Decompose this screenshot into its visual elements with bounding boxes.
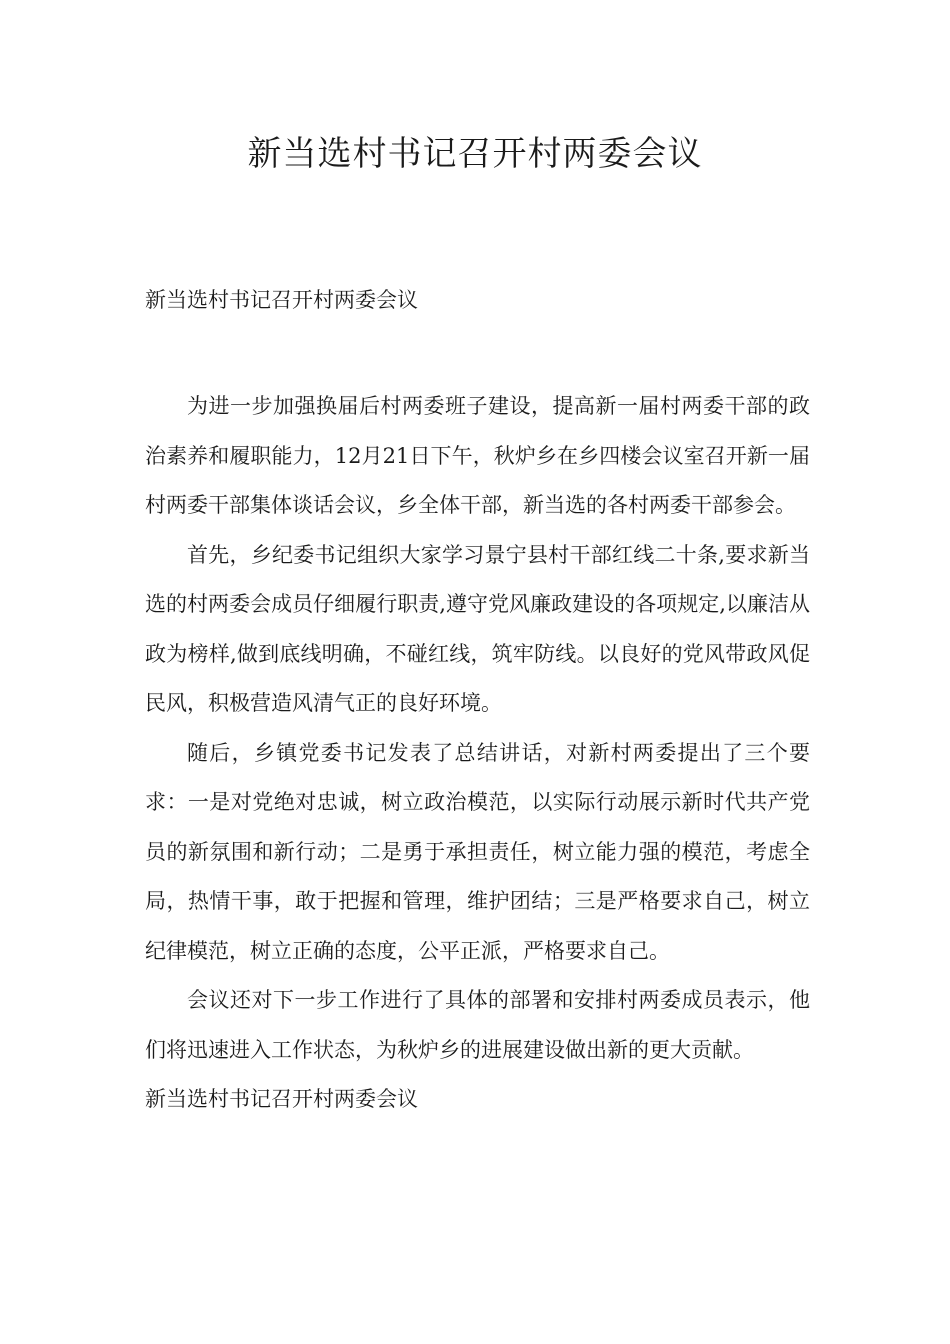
document-body xyxy=(145,382,810,1125)
document-subtitle: 新当选村书记召开村两委会议 xyxy=(145,288,418,312)
paragraph-2: 首先，乡纪委书记组织大家学习景宁县村干部红线二十条,要求新当选的村两委会成员仔细履行职责,遵守党风廉政建设的各项规定,以廉洁从政为榜样,做到底线明确，不碰红线，筑牢防线。以良好的党风带政风促民风，积极营造风清气正的良好环境。 xyxy=(145,542,810,715)
document-footer-title: 新当选村书记召开村两委会议 xyxy=(145,1087,418,1111)
paragraph-4: 会议还对下一步工作进行了具体的部署和安排村两委成员表示，他们将迅速进入工作状态，为秋炉乡的进展建设做出新的更大贡献。 xyxy=(145,988,810,1062)
paragraph-3: 随后，乡镇党委书记发表了总结讲话，对新村两委提出了三个要求：一是对党绝对忠诚，树立政治模范，以实际行动展示新时代共产党员的新氛围和新行动；二是勇于承担责任，树立能力强的模范，考虑全局，热情干事，敢于把握和管理，维护团结；三是严格要求自己，树立纪律模范，树立正确的态度，公平正派，严格要求自己。 xyxy=(145,740,810,963)
document-title: 新当选村书记召开村两委会议 xyxy=(247,134,703,174)
paragraph-1: 为进一步加强换届后村两委班子建设，提高新一届村两委干部的政治素养和履职能力，12月21日下午，秋炉乡在乡四楼会议室召开新一届村两委干部集体谈话会议，乡全体干部，新当选的各村两委干部参会。 xyxy=(145,394,810,517)
